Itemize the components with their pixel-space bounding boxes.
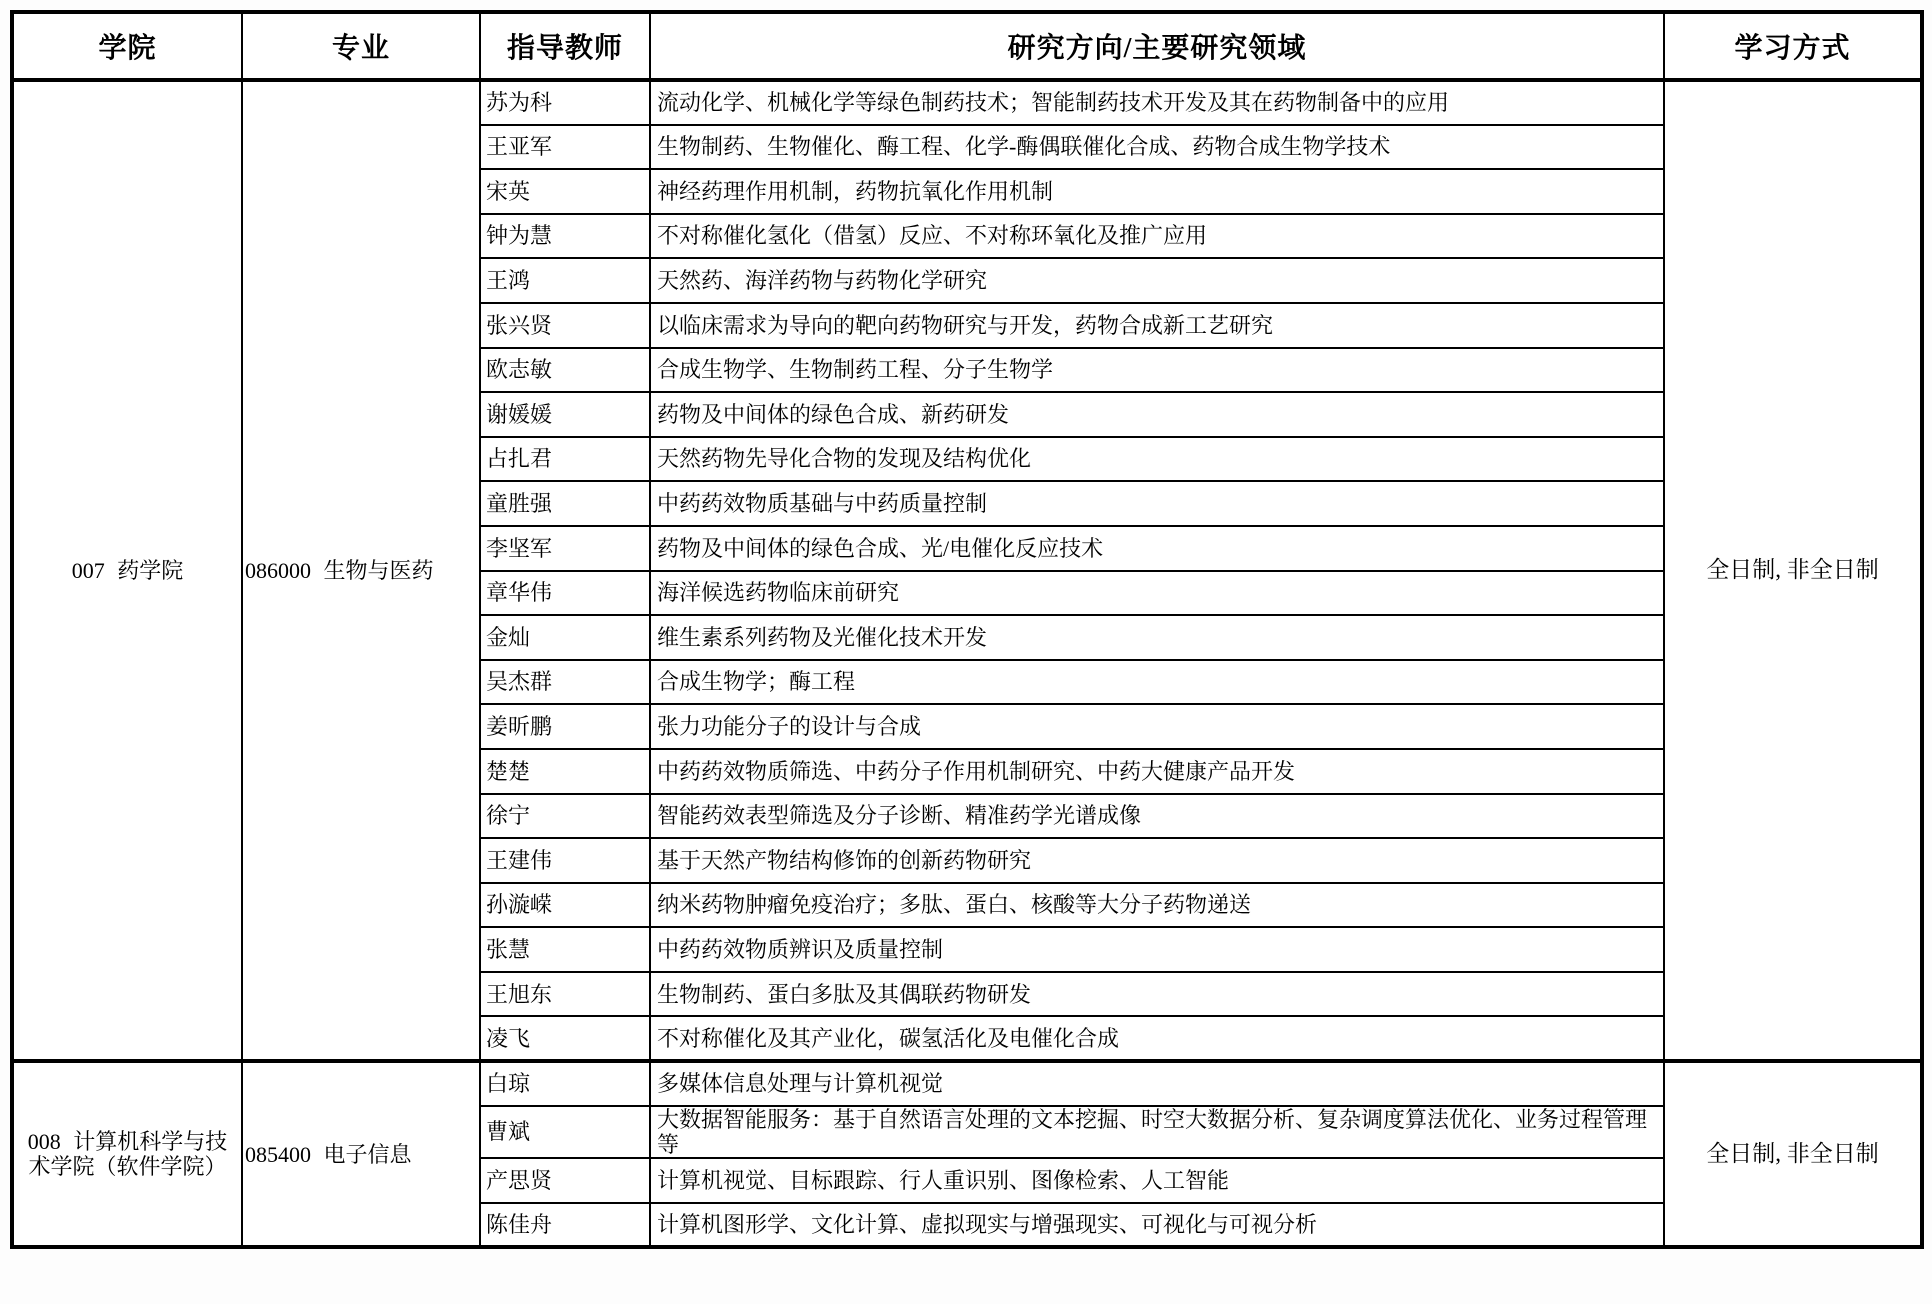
major-cell: 085400 电子信息 (242, 1061, 480, 1247)
research-field-cell: 生物制药、生物催化、酶工程、化学-酶偶联催化合成、药物合成生物学技术 (650, 125, 1664, 170)
major-cell: 086000 生物与医药 (242, 80, 480, 1061)
research-field-cell: 不对称催化氢化（借氢）反应、不对称环氧化及推广应用 (650, 214, 1664, 259)
research-field-cell: 纳米药物肿瘤免疫治疗；多肽、蛋白、核酸等大分子药物递送 (650, 883, 1664, 928)
study-mode-cell: 全日制, 非全日制 (1664, 80, 1922, 1061)
research-field-cell: 维生素系列药物及光催化技术开发 (650, 615, 1664, 660)
research-field-cell: 多媒体信息处理与计算机视觉 (650, 1061, 1664, 1106)
research-field-cell: 计算机视觉、目标跟踪、行人重识别、图像检索、人工智能 (650, 1158, 1664, 1203)
research-field-cell: 中药药效物质筛选、中药分子作用机制研究、中药大健康产品开发 (650, 749, 1664, 794)
advisor-row (12, 1061, 1922, 1106)
table-header (12, 12, 1922, 80)
research-field-cell: 基于天然产物结构修饰的创新药物研究 (650, 838, 1664, 883)
research-field-cell: 张力功能分子的设计与合成 (650, 704, 1664, 749)
research-field-cell: 大数据智能服务：基于自然语言处理的文本挖掘、时空大数据分析、复杂调度算法优化、业务过程管理等 (650, 1106, 1664, 1159)
research-field-cell: 生物制药、蛋白多肽及其偶联药物研发 (650, 972, 1664, 1017)
header-advisor: 指导教师 (480, 12, 650, 80)
advisor-name-cell: 宋英 (480, 169, 650, 214)
advisor-name-cell: 童胜强 (480, 481, 650, 526)
table-body (12, 80, 1922, 1247)
research-field-cell: 中药药效物质基础与中药质量控制 (650, 481, 1664, 526)
advisor-name-cell: 孙漩嵘 (480, 883, 650, 928)
college-cell: 008 计算机科学与技术学院（软件学院） (12, 1061, 242, 1247)
study-mode-cell: 全日制, 非全日制 (1664, 1061, 1922, 1247)
advisor-name-cell: 王亚军 (480, 125, 650, 170)
advisor-name-cell: 谢媛媛 (480, 392, 650, 437)
advisor-name-cell: 李坚军 (480, 526, 650, 571)
research-field-cell: 流动化学、机械化学等绿色制药技术；智能制药技术开发及其在药物制备中的应用 (650, 80, 1664, 125)
research-field-cell: 计算机图形学、文化计算、虚拟现实与增强现实、可视化与可视分析 (650, 1203, 1664, 1248)
advisor-name-cell: 欧志敏 (480, 348, 650, 393)
research-field-cell: 以临床需求为导向的靶向药物研究与开发，药物合成新工艺研究 (650, 303, 1664, 348)
research-field-cell: 药物及中间体的绿色合成、新药研发 (650, 392, 1664, 437)
header-research: 研究方向/主要研究领域 (650, 12, 1664, 80)
advisor-name-cell: 曹斌 (480, 1106, 650, 1159)
header-college: 学院 (12, 12, 242, 80)
advisor-name-cell: 张慧 (480, 927, 650, 972)
header-row (12, 12, 1922, 80)
research-field-cell: 中药药效物质辨识及质量控制 (650, 927, 1664, 972)
research-field-cell: 智能药效表型筛选及分子诊断、精准药学光谱成像 (650, 794, 1664, 839)
advisor-name-cell: 姜昕鹏 (480, 704, 650, 749)
advisor-name-cell: 占扎君 (480, 437, 650, 482)
advisor-name-cell: 凌飞 (480, 1016, 650, 1061)
advisor-name-cell: 苏为科 (480, 80, 650, 125)
advisor-name-cell: 张兴贤 (480, 303, 650, 348)
advisor-row (12, 80, 1922, 125)
advisor-name-cell: 陈佳舟 (480, 1203, 650, 1248)
research-field-cell: 神经药理作用机制，药物抗氧化作用机制 (650, 169, 1664, 214)
research-field-cell: 天然药、海洋药物与药物化学研究 (650, 258, 1664, 303)
research-field-cell: 合成生物学、生物制药工程、分子生物学 (650, 348, 1664, 393)
advisors-table (10, 10, 1924, 1249)
advisor-name-cell: 产思贤 (480, 1158, 650, 1203)
advisor-name-cell: 楚楚 (480, 749, 650, 794)
advisor-name-cell: 吴杰群 (480, 660, 650, 705)
advisor-name-cell: 徐宁 (480, 794, 650, 839)
college-cell: 007 药学院 (12, 80, 242, 1061)
advisor-name-cell: 钟为慧 (480, 214, 650, 259)
advisor-name-cell: 王旭东 (480, 972, 650, 1017)
research-field-cell: 天然药物先导化合物的发现及结构优化 (650, 437, 1664, 482)
advisor-name-cell: 白琼 (480, 1061, 650, 1106)
advisor-name-cell: 王建伟 (480, 838, 650, 883)
research-field-cell: 药物及中间体的绿色合成、光/电催化反应技术 (650, 526, 1664, 571)
research-field-cell: 合成生物学；酶工程 (650, 660, 1664, 705)
header-study-mode: 学习方式 (1664, 12, 1922, 80)
advisor-name-cell: 王鸿 (480, 258, 650, 303)
research-field-cell: 海洋候选药物临床前研究 (650, 571, 1664, 616)
header-major: 专业 (242, 12, 480, 80)
research-field-cell: 不对称催化及其产业化，碳氢活化及电催化合成 (650, 1016, 1664, 1061)
advisor-name-cell: 金灿 (480, 615, 650, 660)
advisor-name-cell: 章华伟 (480, 571, 650, 616)
